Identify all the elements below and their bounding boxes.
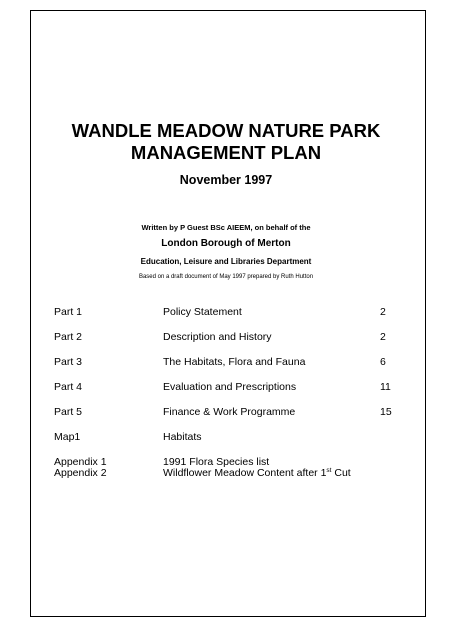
ordinal-suffix: st bbox=[326, 467, 332, 474]
toc-section-title: Description and History bbox=[163, 331, 272, 343]
toc-part-label: Part 5 bbox=[54, 406, 83, 418]
toc-section-title-text: Wildflower Meadow Content after 1 bbox=[163, 467, 327, 479]
toc-section-title bbox=[163, 466, 351, 480]
toc-row bbox=[0, 430, 452, 444]
toc-section-title: 1991 Flora Species list bbox=[163, 456, 270, 468]
toc-part-label: Map1 bbox=[54, 431, 81, 443]
toc-row bbox=[0, 380, 452, 394]
toc-page-number: 2 bbox=[380, 331, 386, 343]
toc-row bbox=[0, 305, 452, 319]
draft-note: Based on a draft document of May 1997 prepared by Ruth Hutton bbox=[138, 274, 314, 280]
toc-row bbox=[0, 405, 452, 419]
toc-part-label: Part 4 bbox=[54, 381, 83, 393]
document-title-line-2: MANAGEMENT PLAN bbox=[130, 142, 322, 163]
toc-section-title: Habitats bbox=[163, 431, 202, 443]
toc-section-title: Policy Statement bbox=[163, 306, 242, 318]
organisation-name: London Borough of Merton bbox=[161, 238, 291, 249]
toc-part-label: Part 2 bbox=[54, 331, 83, 343]
toc-section-title-end: Cut bbox=[331, 467, 351, 479]
toc-row bbox=[0, 466, 452, 480]
document-title-line-1: WANDLE MEADOW NATURE PARK bbox=[71, 120, 381, 141]
toc-part-label: Part 1 bbox=[54, 306, 83, 318]
author-credit: Written by P Guest BSc AIEEM, on behalf of the bbox=[141, 223, 311, 232]
toc-page-number: 11 bbox=[380, 381, 391, 393]
toc-page-number: 15 bbox=[380, 406, 392, 418]
toc-section-title: The Habitats, Flora and Fauna bbox=[163, 356, 306, 368]
toc-page-number: 6 bbox=[380, 356, 386, 368]
toc-row bbox=[0, 355, 452, 369]
toc-part-label: Appendix 2 bbox=[54, 467, 107, 479]
toc-part-label: Part 3 bbox=[54, 356, 83, 368]
document-date: November 1997 bbox=[179, 173, 273, 187]
toc-section-title: Finance & Work Programme bbox=[163, 406, 296, 418]
toc-page-number: 2 bbox=[380, 306, 386, 318]
toc-row bbox=[0, 330, 452, 344]
toc-part-label: Appendix 1 bbox=[54, 456, 107, 468]
department-name: Education, Leisure and Libraries Department bbox=[140, 257, 312, 266]
toc-section-title: Evaluation and Prescriptions bbox=[163, 381, 297, 393]
